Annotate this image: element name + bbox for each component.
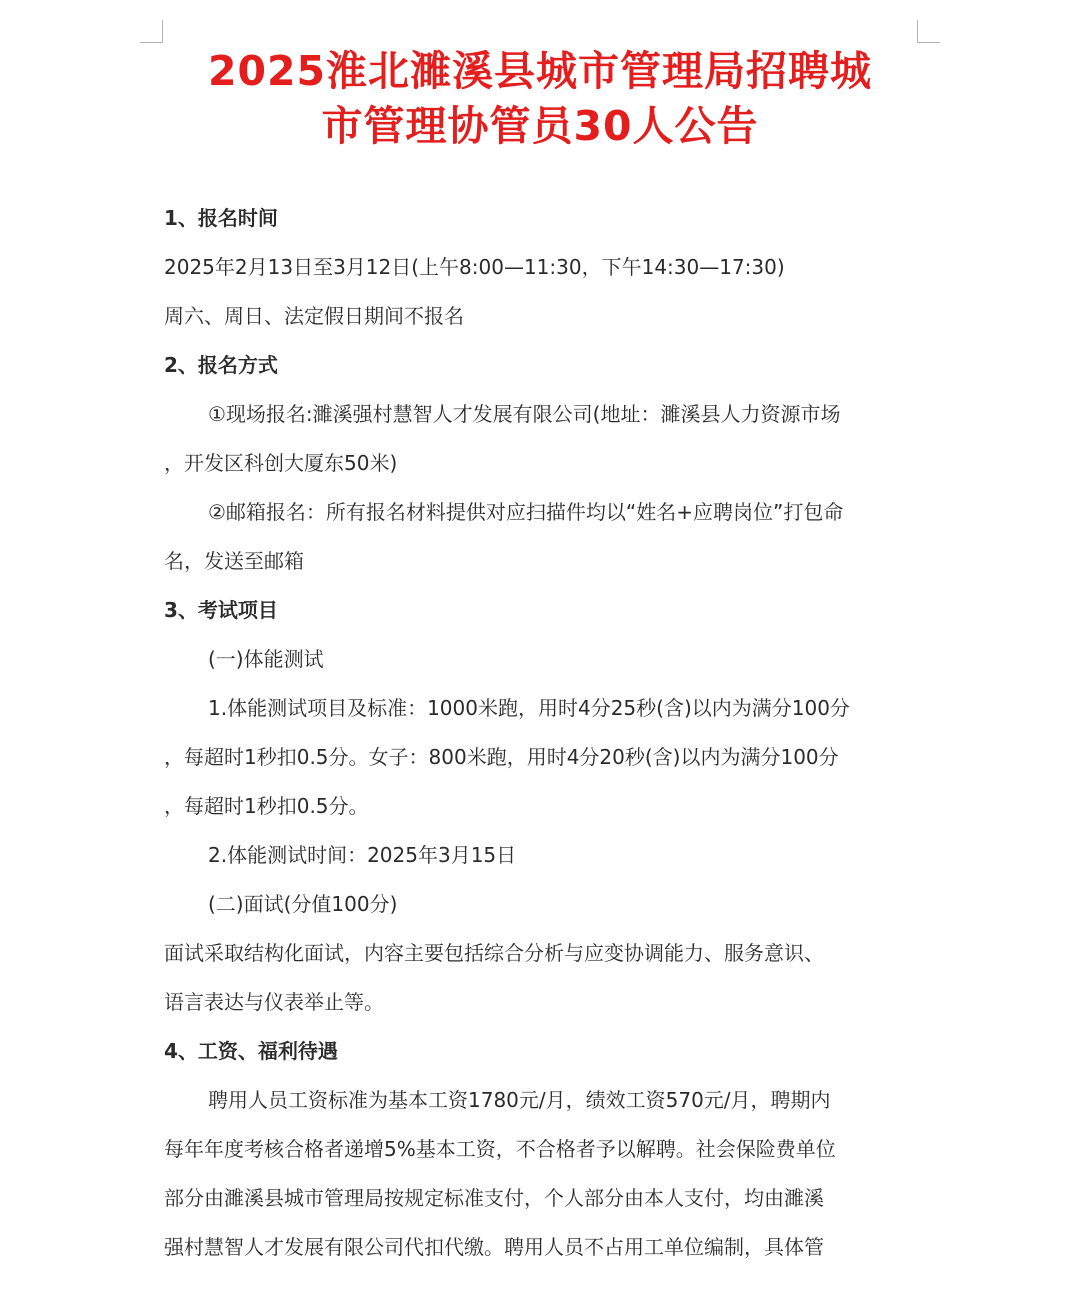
email-registration-text-cont: 名，发送至邮箱: [164, 549, 304, 573]
physical-test-standard-cont-2: ，每超时1秒扣0.5分。: [164, 794, 369, 818]
section-heading-registration-time: 1、报名时间: [164, 206, 278, 230]
salary-text-line-4: 强村慧智人才发展有限公司代扣代缴。聘用人员不占用工单位编制，具体管: [164, 1235, 824, 1259]
title-line-1: 2025淮北濉溪县城市管理局招聘城: [207, 47, 873, 95]
onsite-registration-text: ①现场报名:濉溪强村慧智人才发展有限公司(地址：濉溪县人力资源市场: [208, 402, 841, 426]
physical-test-date-text: 2.体能测试时间：2025年3月15日: [208, 843, 517, 867]
salary-text-line-3: 部分由濉溪县城市管理局按规定标准支付，个人部分由本人支付，均由濉溪: [164, 1186, 824, 1210]
interview-description-text: 面试采取结构化面试，内容主要包括综合分析与应变协调能力、服务意识、: [164, 941, 824, 965]
salary-text-line-1: 聘用人员工资标准为基本工资1780元/月，绩效工资570元/月，聘期内: [208, 1088, 831, 1112]
interview-description-cont: 语言表达与仪表举止等。: [164, 990, 384, 1014]
email-registration-text: ②邮箱报名：所有报名材料提供对应扫描件均以“姓名+应聘岗位”打包命: [208, 500, 844, 524]
page-corner-mark-top-right: [917, 20, 940, 43]
document-body: [164, 194, 924, 1272]
onsite-registration-text-cont: ，开发区科创大厦东50米): [164, 451, 398, 475]
registration-time-text: 2025年2月13日至3月12日(上午8:00—11:30，下午14:30—17:30): [164, 255, 785, 279]
physical-test-standard-cont-1: ，每超时1秒扣0.5分。女子：800米跑，用时4分20秒(含)以内为满分100分: [164, 745, 839, 769]
section-heading-registration-method: 2、报名方式: [164, 353, 278, 377]
physical-test-standard-text: 1.体能测试项目及标准：1000米跑，用时4分25秒(含)以内为满分100分: [208, 696, 850, 720]
subheading-physical-test: (一)体能测试: [208, 647, 324, 671]
subheading-interview: (二)面试(分值100分): [208, 892, 398, 916]
page-corner-mark-top-left: [140, 20, 163, 43]
document-title: [150, 44, 930, 154]
section-heading-exam-items: 3、考试项目: [164, 598, 278, 622]
title-line-2: 市管理协管员30人公告: [321, 102, 759, 150]
section-heading-salary-benefits: 4、工资、福利待遇: [164, 1039, 338, 1063]
registration-exclusion-text: 周六、周日、法定假日期间不报名: [164, 304, 464, 328]
salary-text-line-2: 每年年度考核合格者递增5%基本工资，不合格者予以解聘。社会保险费单位: [164, 1137, 836, 1161]
